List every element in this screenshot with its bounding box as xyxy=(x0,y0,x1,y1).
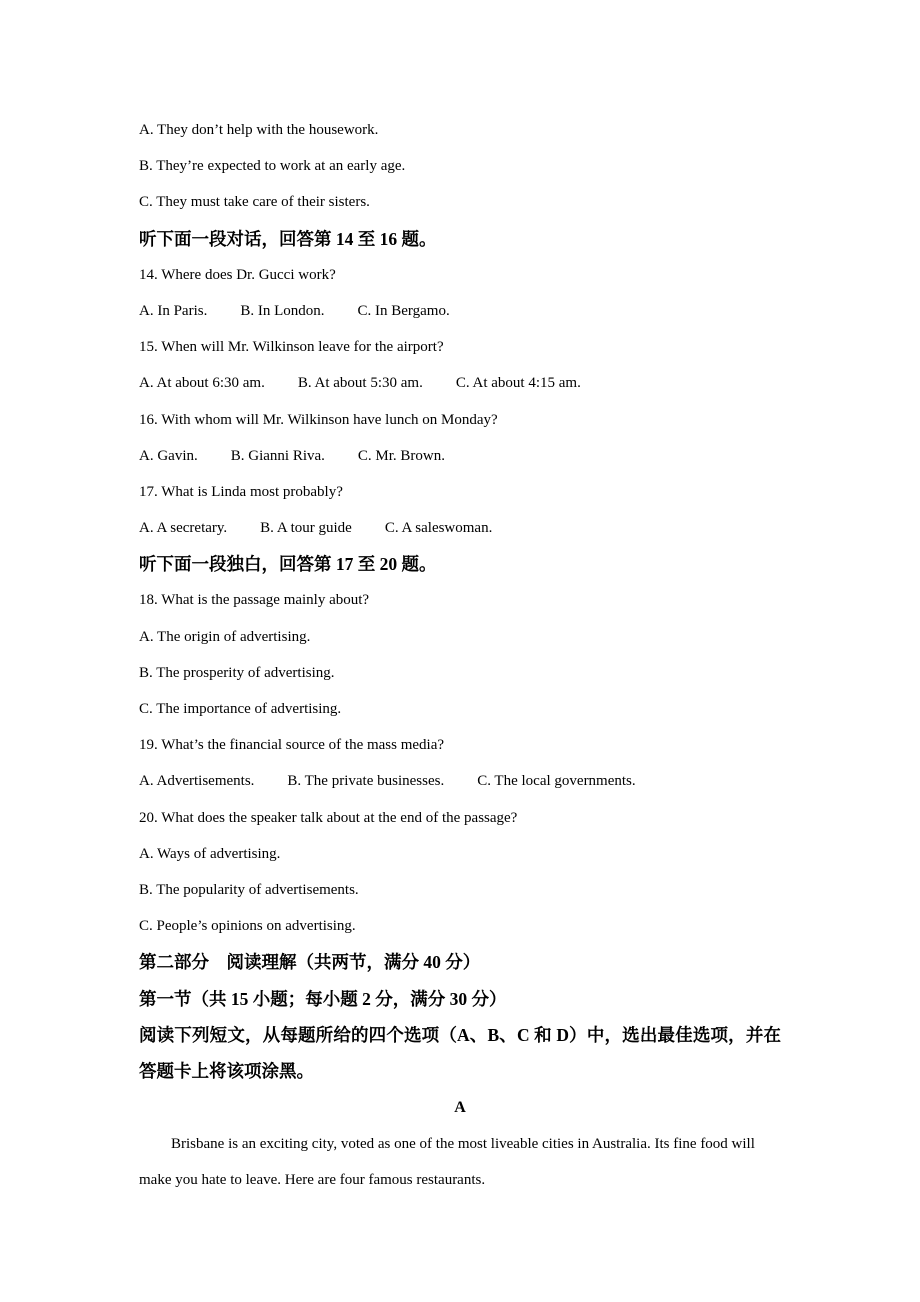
option-15c: C. At about 4:15 am. xyxy=(455,375,581,392)
option-15b: B. At about 5:30 am. xyxy=(297,375,423,392)
question-17: 17. What is Linda most probably? xyxy=(139,483,343,500)
option-16a: A. Gavin. xyxy=(139,447,198,464)
question-18: 18. What is the passage mainly about? xyxy=(139,592,370,609)
instructions: 阅读下列短文，从每题所给的四个选项（A、B、C 和 D）中，选出最佳选项，并在答题卡上将该项涂黑。 xyxy=(139,1024,781,1082)
option-17c: C. A saleswoman. xyxy=(384,520,493,537)
option-17a: A. A secretary. xyxy=(139,520,228,537)
question-15: 15. When will Mr. Wilkinson leave for the airport? xyxy=(139,339,444,356)
option-14a: A. In Paris. xyxy=(139,302,208,319)
question-20: 20. What does the speaker talk about at the end of the passage? xyxy=(139,809,518,826)
options-16 xyxy=(139,438,781,474)
section1-title: 第一节（共 15 小题；每小题 2 分，满分 30 分） xyxy=(139,988,507,1009)
option-13b: B. They’re expected to work at an early age. xyxy=(139,158,406,175)
option-14c: C. In Bergamo. xyxy=(357,302,450,319)
option-18b: B. The prosperity of advertising. xyxy=(139,664,335,681)
options-14 xyxy=(139,293,781,329)
question-16: 16. With whom will Mr. Wilkinson have lunch on Monday? xyxy=(139,411,498,428)
option-16c: C. Mr. Brown. xyxy=(357,447,446,464)
option-13a: A. They don’t help with the housework. xyxy=(139,122,379,138)
option-15a: A. At about 6:30 am. xyxy=(139,375,265,392)
section-heading-14-16: 听下面一段对话，回答第 14 至 16 题。 xyxy=(139,228,437,249)
option-20a: A. Ways of advertising. xyxy=(139,845,281,862)
option-18a: A. The origin of advertising. xyxy=(139,628,311,645)
part2-title: 第二部分 阅读理解（共两节，满分 40 分） xyxy=(139,952,481,973)
passage-intro: Brisbane is an exciting city, voted as one of the most liveable cities in Australia. Its fine food will make you hate to leave. Here are four famous restaurants. xyxy=(139,1135,755,1189)
option-19b: B. The private businesses. xyxy=(287,773,445,790)
option-18c: C. The importance of advertising. xyxy=(139,701,342,717)
option-20c: C. People’s opinions on advertising. xyxy=(139,918,356,935)
options-19 xyxy=(139,763,781,799)
question-19: 19. What’s the financial source of the mass media? xyxy=(139,737,445,754)
passage-label: A xyxy=(454,1098,466,1116)
option-17b: B. A tour guide xyxy=(260,520,352,537)
option-19a: A. Advertisements. xyxy=(139,773,255,790)
question-14: 14. Where does Dr. Gucci work? xyxy=(139,266,336,283)
section-heading-17-20: 听下面一段独白，回答第 17 至 20 题。 xyxy=(139,554,437,575)
options-15 xyxy=(139,365,781,401)
option-19c: C. The local governments. xyxy=(477,773,636,790)
option-20b: B. The popularity of advertisements. xyxy=(139,881,359,898)
options-17 xyxy=(139,510,781,546)
option-16b: B. Gianni Riva. xyxy=(230,447,325,464)
option-14b: B. In London. xyxy=(240,302,325,319)
document-page xyxy=(139,112,781,1198)
option-13c: C. They must take care of their sisters. xyxy=(139,194,370,211)
